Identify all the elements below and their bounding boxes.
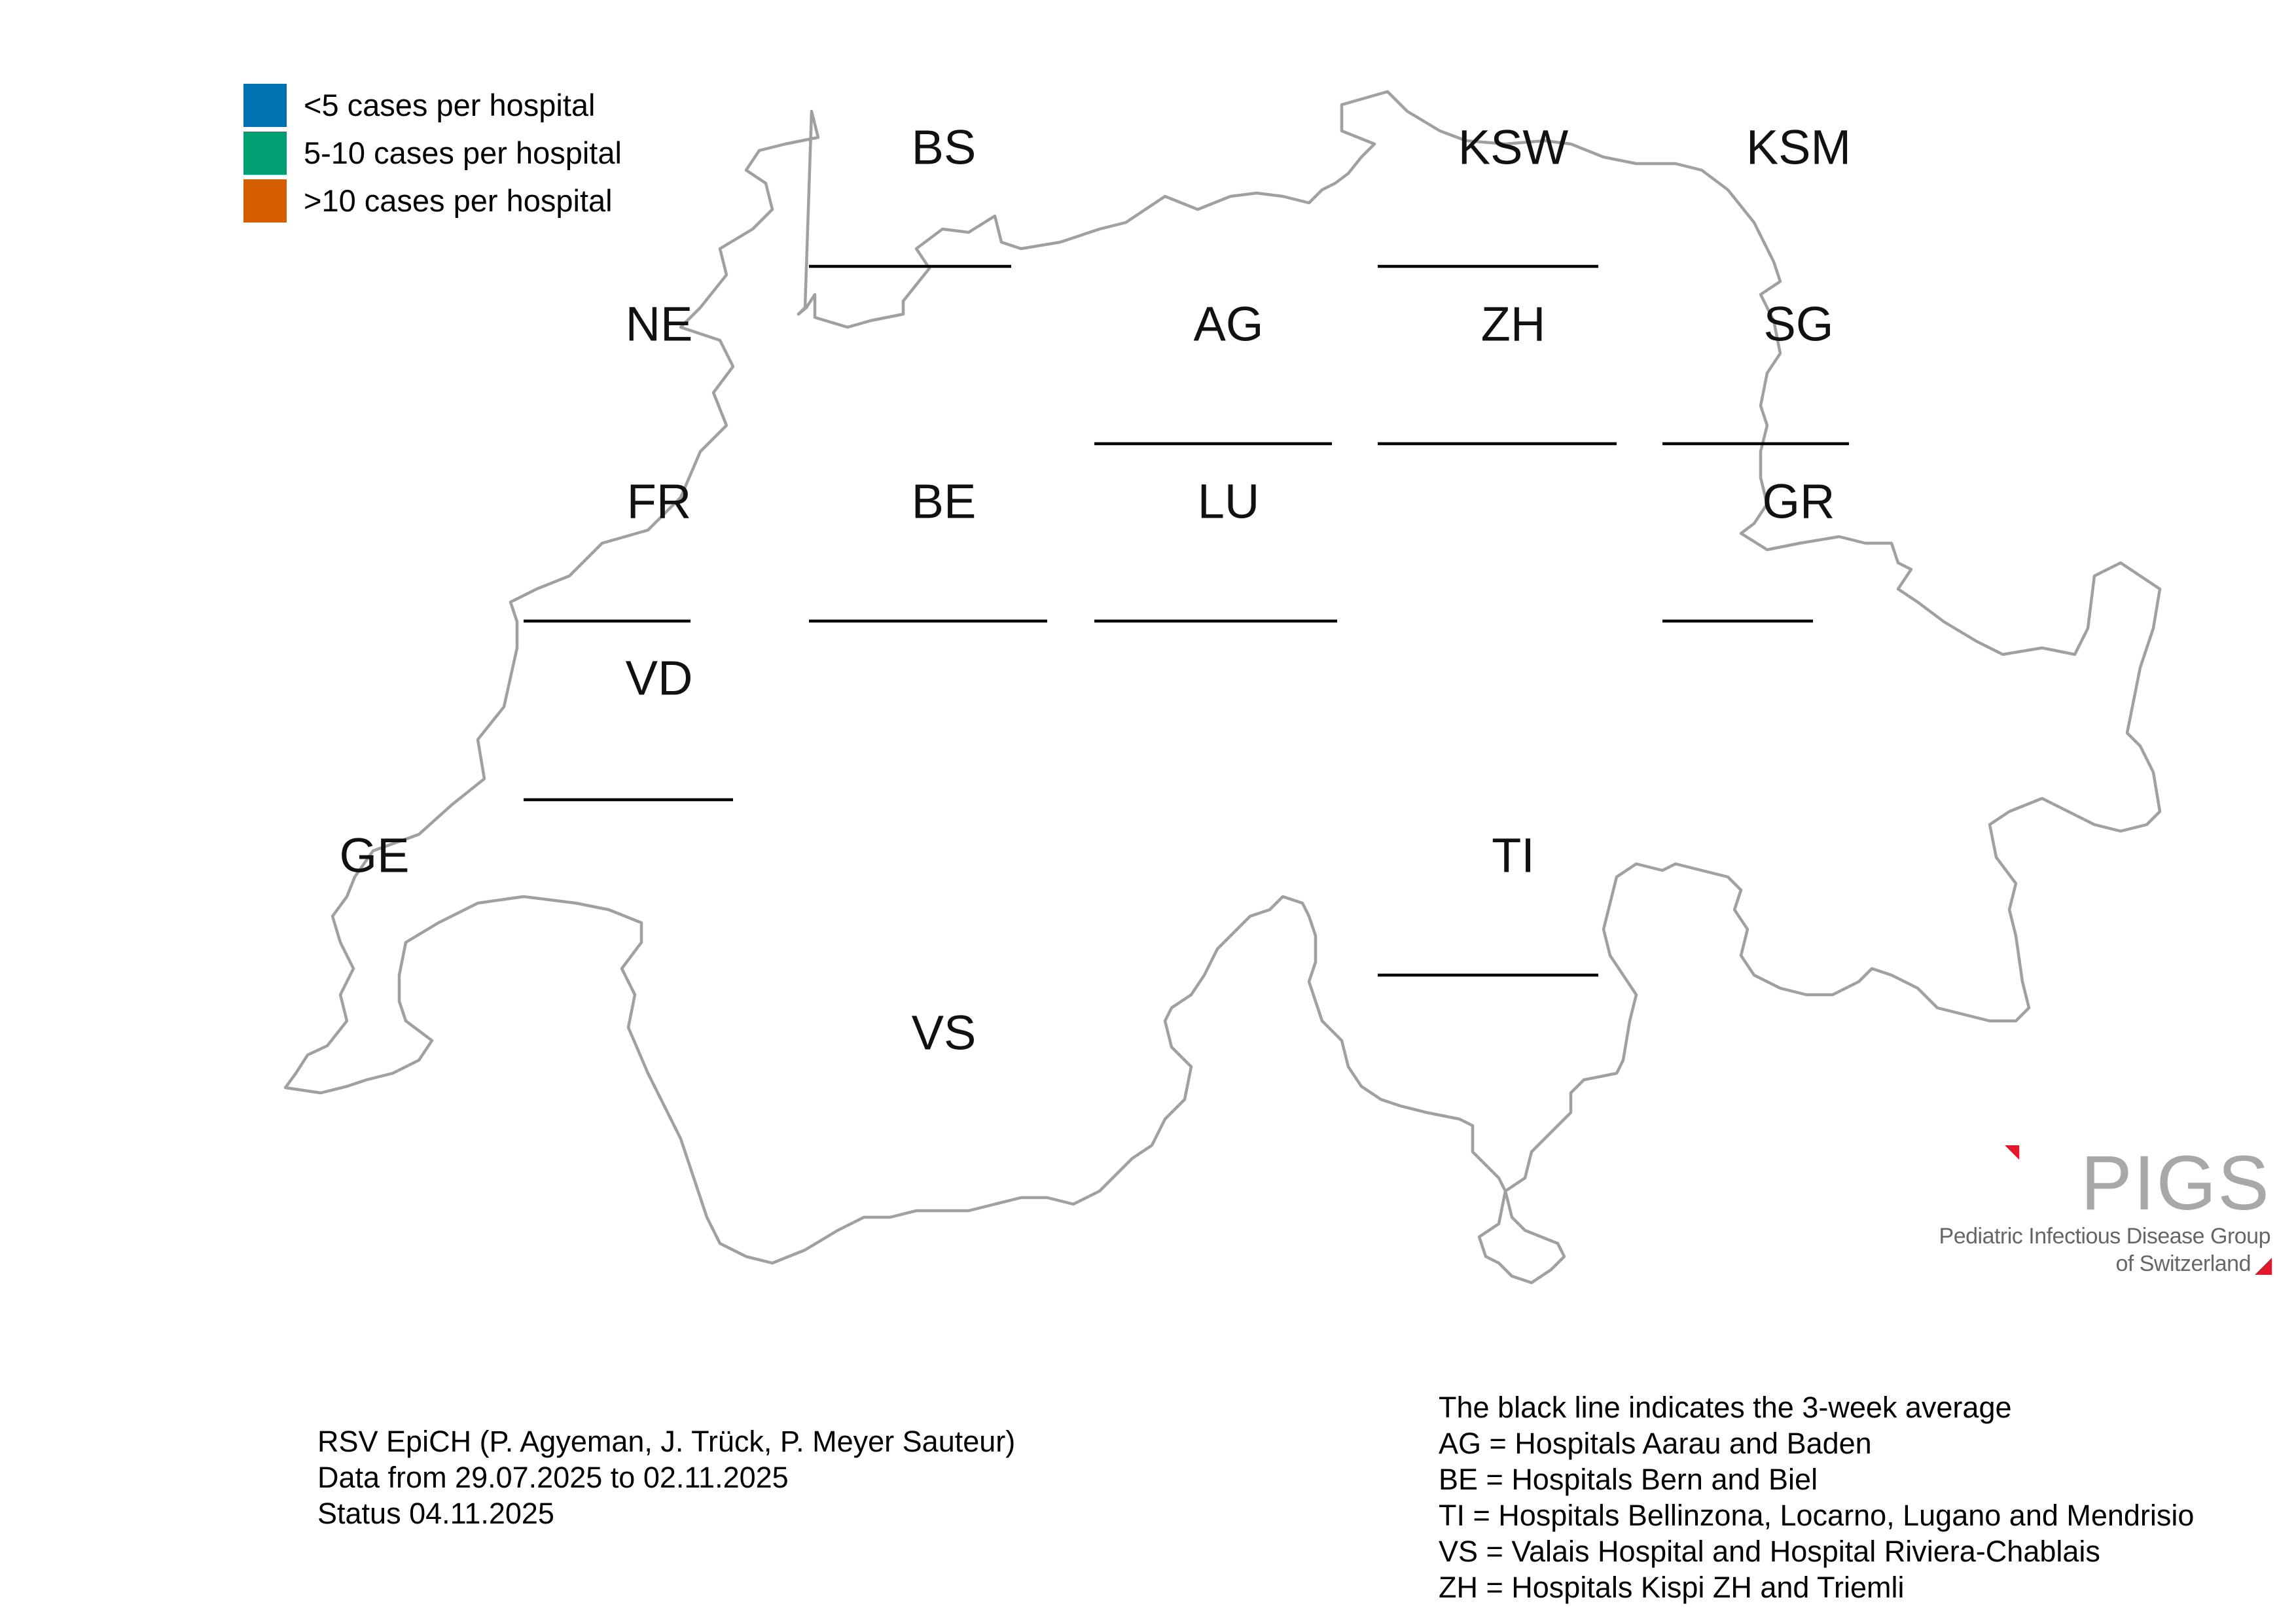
credits-date-range: Data from 29.07.2025 to 02.11.2025 (317, 1461, 789, 1494)
credits-authors: RSV EpiCH (P. Agyeman, J. Trück, P. Meyer Sauteur) (317, 1425, 1016, 1458)
region-label-vd: VD (625, 651, 693, 705)
region-label-gr: GR (1762, 474, 1835, 529)
region-label-be: BE (911, 474, 977, 529)
note-line-zh: ZH = Hospitals Kispi ZH and Triemli (1439, 1571, 1905, 1604)
region-label-ge: GE (339, 828, 410, 883)
logo-accent-top (2005, 1145, 2019, 1160)
notes (1439, 1389, 2194, 1605)
region-label-fr: FR (626, 474, 692, 529)
region-label-zh: ZH (1480, 296, 1546, 351)
pigs-logo (1934, 1139, 2274, 1283)
legend-item-medium (243, 129, 622, 177)
region-label-ti: TI (1492, 828, 1535, 883)
legend-item-high (243, 177, 622, 224)
legend-swatch-low (243, 84, 287, 127)
region-label-ne: NE (625, 296, 693, 351)
note-line-vs: VS = Valais Hospital and Hospital Riviera-Chablais (1439, 1535, 2100, 1568)
legend (243, 81, 622, 224)
logo-text-line2: of Switzerland (2115, 1251, 2251, 1276)
logo-mark: PIGS (2081, 1140, 2270, 1226)
region-label-vs: VS (911, 1005, 977, 1060)
legend-label-low: <5 cases per hospital (304, 88, 596, 122)
legend-label-high: >10 cases per hospital (304, 183, 613, 218)
region-label-bs: BS (911, 120, 977, 175)
credits (317, 1423, 1015, 1531)
note-line-ti: TI = Hospitals Bellinzona, Locarno, Lugano and Mendrisio (1439, 1499, 2195, 1532)
region-label-sg: SG (1763, 296, 1834, 351)
region-labels (340, 120, 1852, 1060)
credits-status: Status 04.11.2025 (317, 1497, 554, 1530)
region-label-ksm: KSM (1746, 120, 1852, 175)
note-line-average: The black line indicates the 3-week average (1439, 1391, 2012, 1424)
logo-text-line1: Pediatric Infectious Disease Group (1939, 1224, 2270, 1249)
switzerland-outline (285, 92, 2160, 1283)
legend-item-low (243, 81, 622, 129)
region-label-ksw: KSW (1458, 120, 1569, 175)
region-label-ag: AG (1193, 296, 1264, 351)
note-line-ag: AG = Hospitals Aarau and Baden (1439, 1427, 1872, 1460)
note-line-be: BE = Hospitals Bern and Biel (1439, 1463, 1818, 1496)
legend-label-medium: 5-10 cases per hospital (304, 135, 622, 170)
region-label-lu: LU (1197, 474, 1260, 529)
legend-swatch-medium (243, 132, 287, 175)
logo-accent-bottom (2255, 1258, 2272, 1275)
legend-swatch-high (243, 179, 287, 223)
